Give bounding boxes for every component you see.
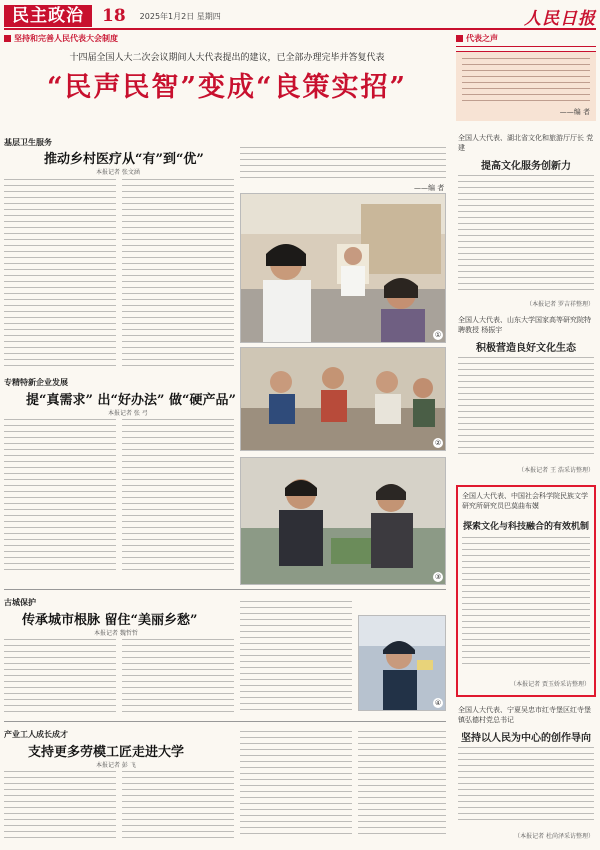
article-body bbox=[4, 179, 116, 369]
article-body bbox=[4, 771, 116, 843]
article-section-label: 专精特新企业发展 bbox=[4, 378, 68, 387]
deputy-bio: 全国人大代表、山东大学国家高等研究院特聘教授 杨振宇 bbox=[458, 316, 591, 334]
lead-column-label: 坚持和完善人民代表大会制度 bbox=[4, 33, 450, 44]
lead-headline: “民声民智”变成“良策实招” bbox=[46, 72, 408, 103]
sidebar-item-title: 探索文化与科技融合的有效机制 bbox=[462, 522, 589, 532]
masthead bbox=[4, 4, 596, 30]
sidebar-title: 代表之声 bbox=[456, 33, 596, 47]
deputy-bio: 全国人大代表、湖北省文化和旅游厅厅长 党建 bbox=[458, 134, 594, 152]
photo-number: ③ bbox=[434, 573, 442, 581]
section-divider bbox=[4, 589, 446, 590]
sidebar-item-title: 提高文化服务创新力 bbox=[481, 161, 571, 172]
intro-signature: ——编 者 bbox=[559, 108, 590, 116]
main-area bbox=[4, 33, 450, 845]
article-body bbox=[122, 179, 234, 369]
article-end-signature: ——编 者 bbox=[414, 184, 445, 192]
article-section-label: 产业工人成长成才 bbox=[4, 730, 68, 739]
sidebar-item-note: （本报记者 贾玉娇采访整理） bbox=[510, 681, 590, 688]
sidebar-item-title: 坚持以人民为中心的创作导向 bbox=[461, 733, 591, 744]
sidebar-item-note: （本报记者 王 浩采访整理） bbox=[518, 467, 594, 474]
sidebar-item-note: （本报记者 杜尚泽采访整理） bbox=[514, 833, 594, 840]
article-body bbox=[4, 419, 116, 579]
article-body bbox=[122, 419, 234, 579]
article-section-label: 古城保护 bbox=[4, 598, 36, 607]
article-body bbox=[358, 731, 446, 843]
sidebar-intro bbox=[456, 51, 596, 121]
sidebar-item-body bbox=[458, 357, 594, 461]
article-body bbox=[4, 639, 116, 717]
article-body bbox=[240, 731, 352, 843]
article-body bbox=[240, 147, 446, 181]
page-number: 18 bbox=[102, 6, 126, 26]
deputy-bio: 全国人大代表、宁夏吴忠市红寺堡区红寺堡镇弘德村党总书记 bbox=[458, 706, 591, 724]
article-byline: 本报记者 魏哲哲 bbox=[94, 630, 138, 637]
section-divider bbox=[4, 721, 446, 722]
article-body bbox=[240, 601, 352, 717]
article-body bbox=[122, 639, 234, 717]
article-title: 提“真需求” 出“好办法” 做“硬产品” bbox=[26, 393, 236, 408]
lead-kicker: 十四届全国人大二次会议期间人大代表提出的建议，已全部办理完毕并答复代表 bbox=[69, 53, 385, 63]
issue-date: 2025年1月2日 星期四 bbox=[139, 11, 221, 21]
sidebar-item-body bbox=[462, 537, 590, 673]
photo-number: ② bbox=[434, 439, 442, 447]
sidebar-item-note: （本报记者 罗吉祥整理） bbox=[526, 301, 594, 308]
article-body bbox=[122, 771, 234, 843]
article-byline: 本报记者 彭 飞 bbox=[96, 762, 136, 769]
article-title: 推动乡村医疗从“有”到“优” bbox=[44, 152, 204, 167]
photo-clinic bbox=[240, 193, 446, 343]
square-icon bbox=[4, 35, 11, 42]
photo-workshop bbox=[240, 457, 446, 585]
article-title: 支持更多劳模工匠走进大学 bbox=[28, 745, 185, 760]
sidebar-voices bbox=[456, 33, 596, 845]
newspaper-logo: 人民日报 bbox=[524, 8, 596, 29]
photo-number: ① bbox=[434, 331, 442, 339]
sidebar-item-body bbox=[458, 175, 594, 295]
article-title: 传承城市根脉 留住“美丽乡愁” bbox=[22, 613, 198, 628]
deputy-bio: 全国人大代表、中国社会科学院民族文学研究所研究员巴莫曲布嫫 bbox=[462, 492, 588, 510]
photo-inspector bbox=[358, 615, 446, 711]
article-byline: 本报记者 张文涵 bbox=[96, 169, 140, 176]
sidebar-item-body bbox=[458, 747, 594, 827]
square-icon bbox=[456, 35, 463, 42]
article-section-label: 基层卫生服务 bbox=[4, 138, 52, 147]
photo-number: ④ bbox=[434, 699, 442, 707]
section-name: 民主政治 bbox=[4, 5, 92, 27]
article-byline: 本报记者 张 弓 bbox=[108, 410, 148, 417]
photo-students bbox=[240, 347, 446, 451]
sidebar-item-title: 积极营造良好文化生态 bbox=[476, 343, 576, 354]
